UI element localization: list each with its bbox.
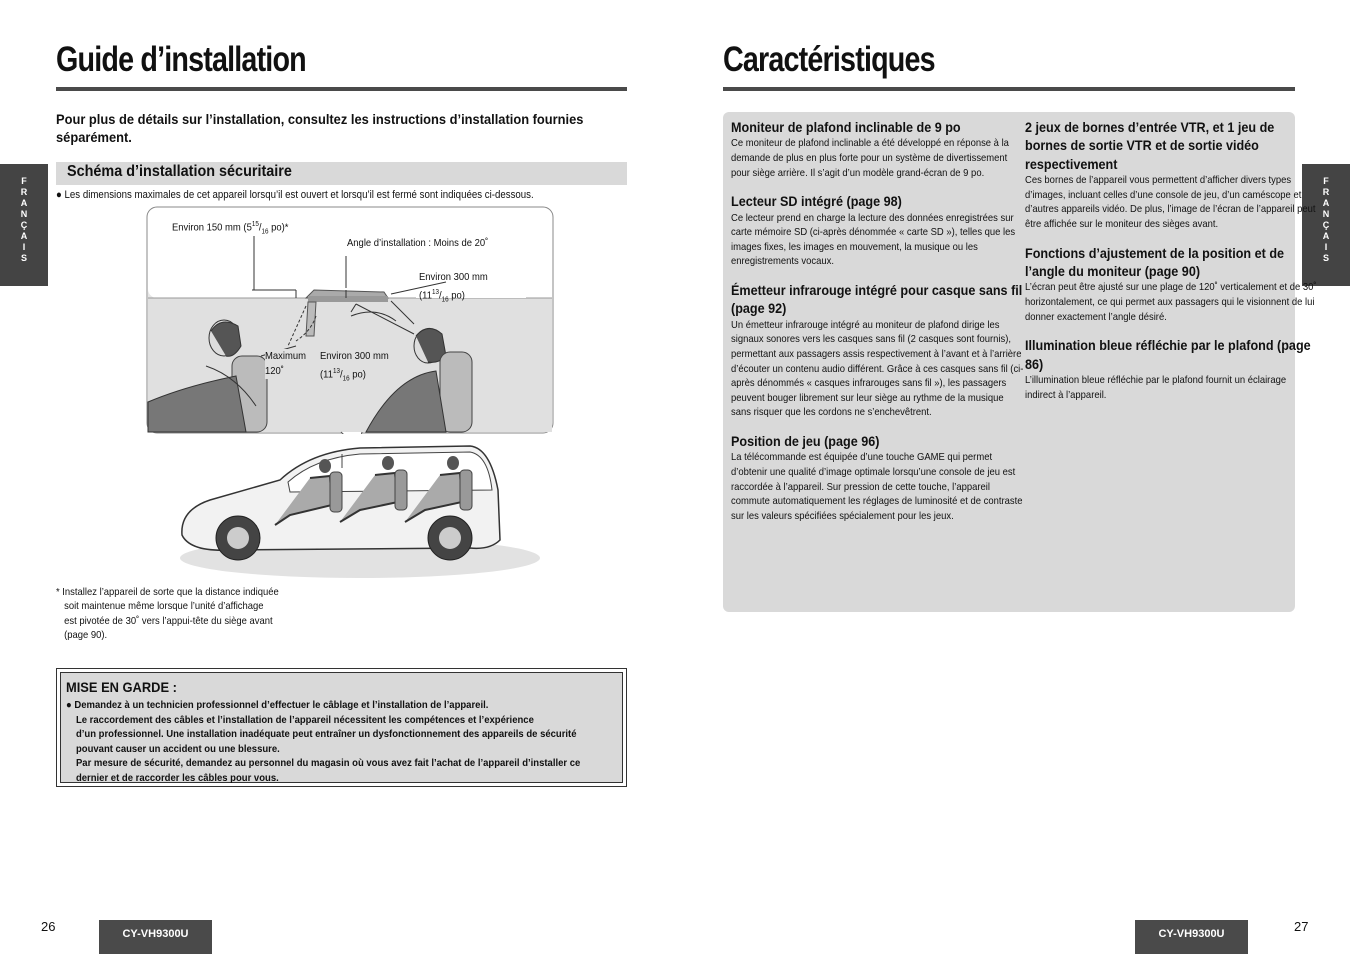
language-tab-left bbox=[0, 164, 48, 286]
features-column-left bbox=[731, 118, 1056, 535]
section-header bbox=[56, 162, 627, 185]
side-tab-letter: F bbox=[21, 176, 27, 186]
van-illustration bbox=[170, 430, 555, 590]
side-tab-letter: A bbox=[1322, 231, 1330, 241]
side-tab-letter: A bbox=[20, 198, 28, 208]
side-tab-letter: N bbox=[20, 209, 28, 219]
feature-item bbox=[731, 432, 1056, 523]
page-number-left: 26 bbox=[41, 919, 56, 934]
side-tab-letter: A bbox=[1322, 198, 1330, 208]
feature-description: L’écran peut être ajusté sur une plage de 120˚ verticalement et de 30˚ horizontalement, ce qui permet aux passagers qui le visionnent de lui donner exactement l’angle désiré. bbox=[1025, 281, 1317, 323]
installation-diagram bbox=[146, 206, 554, 434]
footnote: * Installez l’appareil de sorte que la distance indiquée soit maintenue même lorsque l’unité d’affichage est pivotée de 30˚ vers l’appui-tête du siège avant (page 90). bbox=[56, 586, 279, 642]
side-tab-letter: Ç bbox=[20, 220, 28, 230]
dimension-bullet: ● Les dimensions maximales de cet appareil lorsqu’il est ouvert et lorsqu’il est fermé sont indiquées ci-dessous. bbox=[56, 189, 534, 201]
feature-title: Émetteur infrarouge intégré pour casque sans fil (page 92) bbox=[731, 281, 1023, 317]
feature-item bbox=[1025, 336, 1350, 402]
side-tab-letter: F bbox=[1323, 176, 1329, 186]
feature-description: Un émetteur infrarouge intégré au moniteur de plafond dirige les signaux sonores vers les casques sans fil (2 casques sont fournis), permettant aux passagers assis respectivement à l’avant et à l’arrière d’écouter un contenu audio différent. Grâce à ces casques sans fil (ci-après dénommés « casques infrarouges sans fil »), les passagers peuvent bouger librement sur leur siège au rythme de la musique sans risquer que les cordons ne s’enchevêtrent. bbox=[731, 318, 1024, 419]
page-title-left: Guide d’installation bbox=[56, 40, 306, 79]
caution-title: MISE EN GARDE : bbox=[66, 679, 177, 695]
feature-title: Fonctions d’ajustement de la position et de l’angle du moniteur (page 90) bbox=[1025, 244, 1285, 279]
page-title-right: Caractéristiques bbox=[723, 40, 935, 79]
feature-description: Ces bornes de l’appareil vous permettent d’afficher divers types d’images, incluant celles d’une console de jeu, d’un caméscope et d’autres appareils vidéo. De plus, l’image de l’écran de l’appareil peut être affichée sur le moniteur des sièges avant. bbox=[1025, 174, 1316, 230]
feature-title: Lecteur SD intégré (page 98) bbox=[731, 193, 902, 210]
feature-title: 2 jeux de bornes d’entrée VTR, et 1 jeu de bornes de sortie VTR et de sortie vidéo respectivement bbox=[1025, 119, 1275, 172]
side-tab-letter: A bbox=[20, 231, 28, 241]
feature-item bbox=[731, 192, 1056, 269]
side-tab-letter: Ç bbox=[1322, 220, 1330, 230]
features-column-right bbox=[1025, 118, 1350, 414]
side-tab-letter: S bbox=[1322, 253, 1329, 263]
caution-text: ● Demandez à un technicien professionnel d’effectuer le câblage et l’installation de l’appareil. Le raccordement des câbles et l’installation de l’appareil nécessitent les compétences et l’expérience d’un professionnel. Une installation inadéquate peut entraîner un dysfonctionnement des appareils de sécurité pouvant causer un accident ou une blessure. Par mesure de sécurité, demandez au personnel du magasin où vous avez fait l’achat de l’appareil d’installer ce dernier et de raccorder les câbles pour vous. bbox=[66, 699, 581, 784]
label-maximum: Maximum 120˚ bbox=[265, 350, 306, 377]
caution-box bbox=[56, 668, 627, 787]
model-badge-left: CY-VH9300U bbox=[99, 920, 212, 954]
feature-item bbox=[1025, 244, 1350, 325]
label-angle: Angle d’installation : Moins de 20˚ bbox=[347, 237, 489, 249]
feature-description: Ce moniteur de plafond inclinable a été développé en réponse à la demande de plus en plus forte pour un système de divertissement pour siège arrière. Il s’agit d’un modèle grand-écran de 9 po. bbox=[731, 137, 1009, 179]
feature-item bbox=[731, 281, 1056, 420]
feature-item bbox=[731, 118, 1056, 180]
side-tab-letter: I bbox=[1324, 242, 1328, 252]
title-rule-right bbox=[723, 87, 1295, 91]
feature-description: L’illumination bleue réfléchie par le plafond fournit un éclairage indirect à l’appareil. bbox=[1025, 374, 1287, 401]
side-tab-letter: I bbox=[22, 242, 26, 252]
intro-text: Pour plus de détails sur l’installation, consultez les instructions d’installation fournies séparément. bbox=[56, 111, 584, 145]
label-environ-150: Environ 150 mm ($5^{15}/_{16}$ po)* bbox=[172, 221, 289, 236]
label-environ-300-top: Environ 300 mm ($11^{13}/_{16}$ po) bbox=[419, 271, 488, 304]
feature-description: La télécommande est équipée d’une touche GAME qui permet d’obtenir une qualité d’image optimale lorsqu’une console de jeu est raccordée à l’appareil. Sur pression de cette touche, l’appareil commute automatiquement les réglages de luminosité et de contraste sur les valeurs spécifiées spécialement pour les jeux. bbox=[731, 451, 1023, 522]
side-tab-letter: S bbox=[20, 253, 27, 263]
title-rule-left bbox=[56, 87, 627, 91]
feature-title: Illumination bleue réfléchie par le plafond (page 86) bbox=[1025, 337, 1311, 372]
feature-title: Position de jeu (page 96) bbox=[731, 432, 880, 449]
feature-item bbox=[1025, 118, 1350, 232]
van-icon bbox=[170, 430, 555, 590]
page-number-right: 27 bbox=[1294, 919, 1309, 934]
section-title: Schéma d’installation sécuritaire bbox=[67, 163, 292, 180]
feature-description: Ce lecteur prend en charge la lecture des données enregistrées sur carte mémoire SD (ci-après dénommée « carte SD »), telles que les images fixes, les images en mouvement, la musique ou les enregistrements vocaux. bbox=[731, 211, 1016, 268]
side-tab-letter: R bbox=[1322, 187, 1330, 197]
label-environ-300-mid: Environ 300 mm ($11^{13}/_{16}$ po) bbox=[320, 349, 389, 387]
model-badge-right: CY-VH9300U bbox=[1135, 920, 1248, 954]
feature-title: Moniteur de plafond inclinable de 9 po bbox=[731, 119, 961, 135]
side-tab-letter: N bbox=[1322, 209, 1330, 219]
side-tab-letter: R bbox=[20, 187, 28, 197]
